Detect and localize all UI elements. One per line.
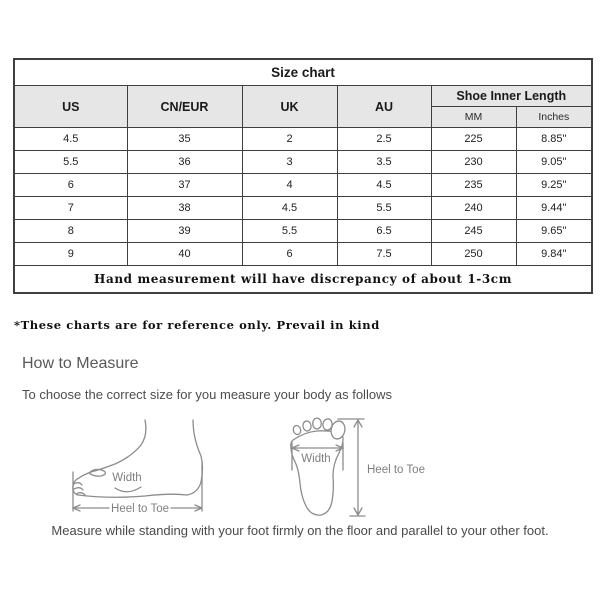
cell-cn-eur: 37 (127, 174, 242, 197)
table-row (14, 243, 592, 266)
cell-uk: 4 (242, 174, 337, 197)
cell-mm: 230 (431, 151, 516, 174)
cell-mm: 245 (431, 220, 516, 243)
table-row (14, 128, 592, 151)
foot-top-view-diagram (291, 418, 425, 516)
cell-au: 3.5 (337, 151, 431, 174)
table-row (14, 197, 592, 220)
cell-au: 2.5 (337, 128, 431, 151)
size-chart-table (13, 58, 593, 294)
cell-au: 7.5 (337, 243, 431, 266)
how-to-measure-intro: To choose the correct size for you measure your body as follows (22, 387, 392, 402)
cell-au: 5.5 (337, 197, 431, 220)
reference-note: *These charts are for reference only. Prevail in kind (14, 318, 380, 332)
cell-inches: 9.84" (516, 243, 592, 266)
column-header-inches: Inches (516, 107, 592, 128)
cell-uk: 4.5 (242, 197, 337, 220)
cell-us: 7 (14, 197, 127, 220)
cell-mm: 250 (431, 243, 516, 266)
column-header-shoe-inner-length: Shoe Inner Length (431, 86, 592, 107)
cell-uk: 6 (242, 243, 337, 266)
cell-us: 5.5 (14, 151, 127, 174)
side-view-heel-to-toe-label: Heel to Toe (111, 503, 169, 515)
column-header-us: US (14, 86, 127, 128)
hand-measurement-note: Hand measurement will have discrepancy of about 1-3cm (14, 266, 592, 294)
cell-inches: 8.85" (516, 128, 592, 151)
cell-uk: 3 (242, 151, 337, 174)
cell-us: 8 (14, 220, 127, 243)
measure-instruction: Measure while standing with your foot firmly on the floor and parallel to your other foot. (51, 523, 549, 538)
size-chart-title: Size chart (14, 59, 592, 86)
column-header-au: AU (337, 86, 431, 128)
cell-mm: 225 (431, 128, 516, 151)
cell-us: 6 (14, 174, 127, 197)
cell-uk: 2 (242, 128, 337, 151)
cell-us: 9 (14, 243, 127, 266)
table-row (14, 220, 592, 243)
cell-au: 6.5 (337, 220, 431, 243)
cell-inches: 9.65" (516, 220, 592, 243)
cell-cn-eur: 38 (127, 197, 242, 220)
cell-mm: 240 (431, 197, 516, 220)
size-chart-title-row (14, 59, 592, 86)
cell-mm: 235 (431, 174, 516, 197)
column-header-uk: UK (242, 86, 337, 128)
measurement-diagrams (55, 408, 515, 526)
cell-cn-eur: 35 (127, 128, 242, 151)
cell-cn-eur: 40 (127, 243, 242, 266)
size-chart-footnote-row (14, 266, 592, 294)
cell-cn-eur: 39 (127, 220, 242, 243)
cell-cn-eur: 36 (127, 151, 242, 174)
how-to-measure-heading: How to Measure (22, 355, 139, 372)
foot-side-view-diagram (73, 420, 203, 515)
table-row (14, 174, 592, 197)
column-header-mm: MM (431, 107, 516, 128)
cell-uk: 5.5 (242, 220, 337, 243)
top-view-width-label: Width (301, 453, 331, 465)
cell-us: 4.5 (14, 128, 127, 151)
table-row (14, 151, 592, 174)
size-chart-header-row (14, 86, 592, 107)
cell-au: 4.5 (337, 174, 431, 197)
top-view-heel-to-toe-label: Heel to Toe (367, 464, 425, 476)
side-view-width-label: Width (112, 472, 142, 484)
cell-inches: 9.25" (516, 174, 592, 197)
cell-inches: 9.05" (516, 151, 592, 174)
column-header-cn-eur: CN/EUR (127, 86, 242, 128)
cell-inches: 9.44" (516, 197, 592, 220)
